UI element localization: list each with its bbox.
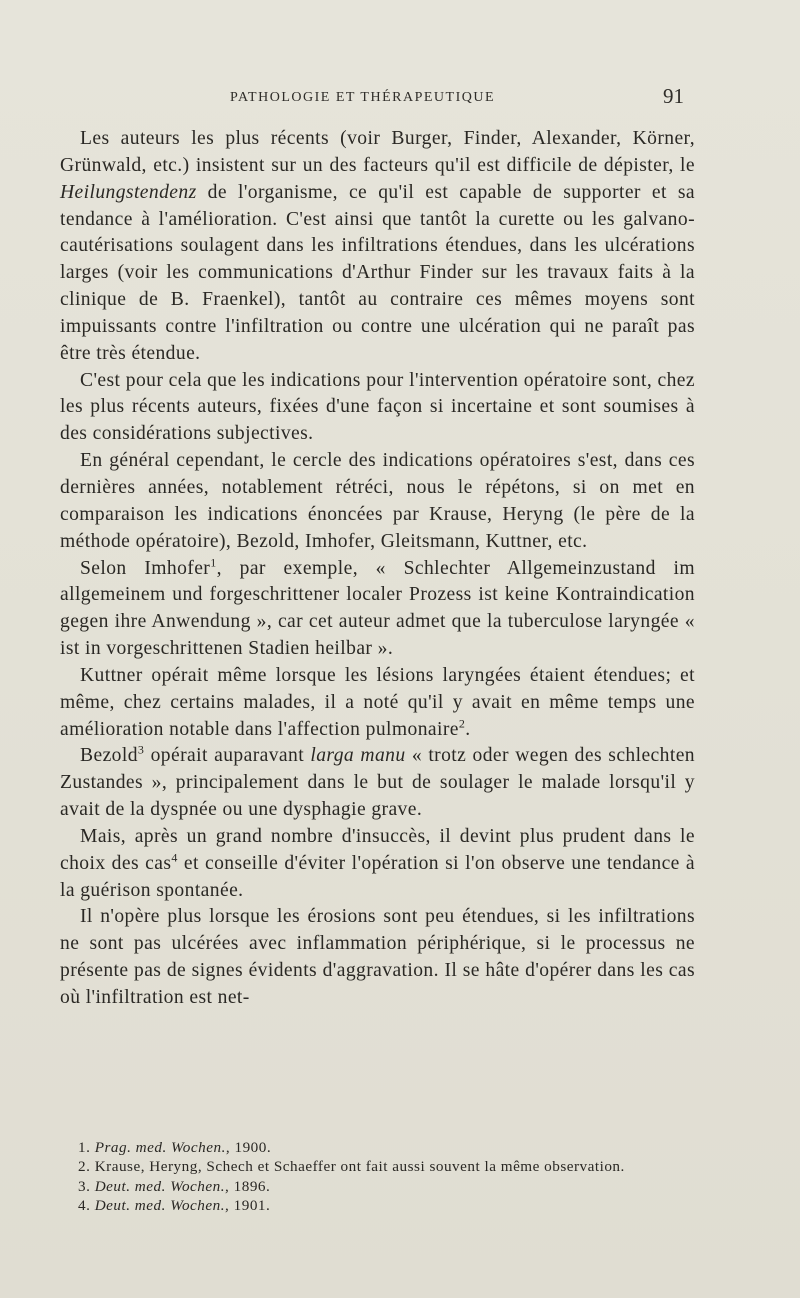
text-run: C'est pour cela que les indications pour l'intervention opératoire sont, chez les plus récents auteurs, fixées d'une façon si incertaine et sont soumises à des considérations subjectives. xyxy=(60,369,695,445)
text-run: , 1901. xyxy=(225,1197,271,1215)
footnote xyxy=(60,1177,695,1196)
text-run: Krause, Heryng, Schech et Schaeffer ont fait aussi souvent la même observation. xyxy=(94,1158,625,1176)
footnote-number: 2. xyxy=(78,1158,91,1176)
paragraph xyxy=(60,556,695,663)
footnote-ref[interactable]: 3 xyxy=(137,742,145,757)
text-run: . xyxy=(465,718,471,740)
footnote xyxy=(60,1196,695,1215)
text-run: « trotz oder wegen des schlechten Zustandes », principalement dans le but de soulager le malade lorsqu'il y avait de la dyspnée ou une dysphagie grave. xyxy=(60,745,695,821)
paragraph xyxy=(60,126,695,368)
text-run: Kuttner opérait même lorsque les lésions laryngées étaient étendues; et même, chez certains malades, il a noté qu'il y avait en même temps une amélioration notable dans l'affection pulmonaire xyxy=(60,664,695,740)
text-run: de l'organisme, ce qu'il est capable de supporter et sa tendance à l'amélioration. C'est ainsi que tantôt la curette ou les galvano-cautérisations soulagent dans les infiltrations étendues, dans les ulcérations larges (voir les communications d'Arthur Finder sur les travaux faits à la clinique de B. Fraenkel), tantôt au contraire ces mêmes moyens sont impuissants contre l'infiltration ou contre une ulcération qui ne paraît pas être très étendue. xyxy=(60,181,695,364)
running-head: PATHOLOGIE ET THÉRAPEUTIQUE xyxy=(230,90,496,105)
text-run: En général cependant, le cercle des indications opératoires s'est, dans ces dernières années, notablement rétréci, nous le répétons, si on met en comparaison les indications énoncées par Krause, Heryng (le père de la méthode opératoire), Bezold, Imhofer, Gleitsmann, Kuttner, etc. xyxy=(60,450,695,552)
footnote-ref[interactable]: 1 xyxy=(210,554,217,569)
page-header xyxy=(60,86,690,116)
paragraph xyxy=(60,824,695,905)
paragraph xyxy=(60,368,695,449)
footnote-number: 1. xyxy=(78,1139,91,1156)
citation-title: Prag. med. Wochen. xyxy=(94,1139,226,1156)
text-run: opérait auparavant xyxy=(144,745,311,767)
paragraph xyxy=(60,743,695,824)
citation-title: Deut. med. Wochen. xyxy=(94,1177,226,1195)
footnote-number: 4. xyxy=(78,1197,91,1215)
text-run: , 1900. xyxy=(225,1139,272,1156)
footnotes xyxy=(60,1138,695,1216)
text-run: , 1896. xyxy=(225,1177,271,1195)
paragraph xyxy=(60,663,695,744)
text-run: Mais, après un grand nombre d'insuccès, il devint plus prudent dans le choix des cas xyxy=(60,825,695,874)
text-run: , par exemple, « Schlechter Allgemeinzustand im allgemeinem und forgeschrittener localer Prozess ist keine Kontraindication gegen ihre Anwendung », car cet auteur admet que la tuberculose laryngée « ist in vorgeschrittenen Stadien heilbar ». xyxy=(60,557,695,660)
footnote-ref[interactable]: 2 xyxy=(458,716,466,731)
body-text xyxy=(60,126,695,1012)
footnote-ref[interactable]: 4 xyxy=(171,850,178,865)
text-run: Selon Imhofer xyxy=(80,557,211,579)
text-run: et conseille d'éviter l'opération si l'on observe une tendance à la guérison spontanée. xyxy=(60,852,696,901)
footnote xyxy=(60,1138,695,1157)
citation-title: Deut. med. Wochen. xyxy=(94,1197,226,1215)
footnote xyxy=(60,1157,695,1176)
paragraph xyxy=(60,904,695,1011)
text-run: Bezold xyxy=(80,745,138,767)
italic-term: larga manu xyxy=(310,745,406,767)
text-run: Il n'opère plus lorsque les érosions sont peu étendues, si les infiltrations ne sont pas ulcérées avec inflammation périphérique, si le processus ne présente pas de signes évidents d'aggravation. Il se hâte d'opérer dans les cas où l'infiltration est net- xyxy=(60,906,695,1008)
paragraph xyxy=(60,448,695,555)
text-run: Les auteurs les plus récents (voir Burger, Finder, Alexander, Körner, Grünwald, etc.) insistent sur un des facteurs qu'il est difficile de dépister, le xyxy=(60,128,695,176)
footnote-number: 3. xyxy=(78,1177,91,1195)
page-number: 91 xyxy=(663,84,684,108)
italic-term: Heilungstendenz xyxy=(60,181,197,203)
